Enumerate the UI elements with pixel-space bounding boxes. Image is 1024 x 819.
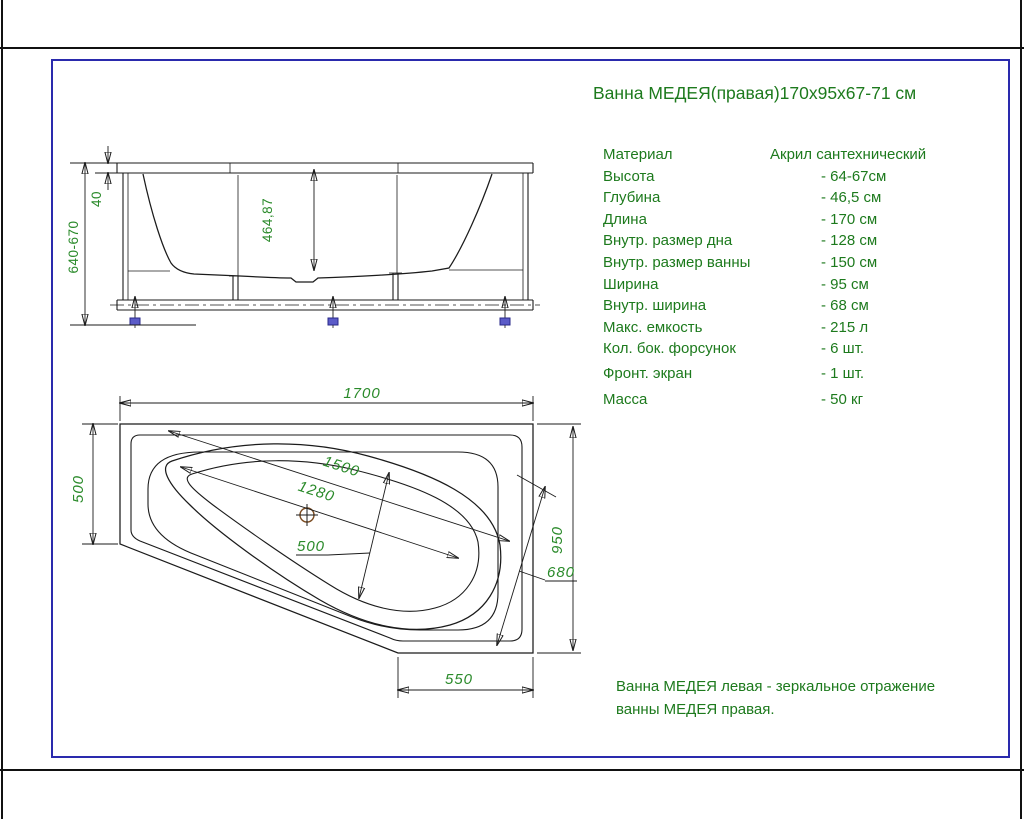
dim-right-inner-width-label: 680 — [546, 564, 576, 581]
dim-depth-label: 464,87 — [260, 197, 275, 243]
mirror-note-line1: Ванна МЕДЕЯ левая - зеркальное отражение — [616, 678, 936, 695]
spec-label: Внутр. размер ванны — [603, 253, 751, 271]
dim-bottom-550 — [398, 657, 533, 698]
spec-label: Фронт. экран — [603, 364, 693, 382]
dim-bottom-length-label: 1280 — [295, 477, 337, 506]
foot-left — [130, 297, 140, 328]
dim-depth — [260, 170, 314, 270]
foot-right — [500, 297, 510, 328]
dim-bottom-width-label: 550 — [444, 671, 474, 688]
plan-view — [70, 385, 581, 698]
dim-left-500 — [70, 424, 118, 544]
dim-right-950 — [537, 424, 581, 653]
spec-value: - 1 шт. — [821, 364, 865, 382]
dim-inner-length-label: 1500 — [320, 452, 362, 481]
front-view — [66, 146, 540, 328]
foot-pad — [500, 318, 510, 325]
spec-label: Высота — [603, 167, 655, 185]
foot-pad — [130, 318, 140, 325]
foot-pad — [328, 318, 338, 325]
spec-label: Длина — [603, 210, 647, 228]
drain — [296, 504, 318, 526]
spec-value: - 95 см — [821, 275, 869, 293]
spec-value: - 170 см — [821, 210, 878, 228]
spec-label: Глубина — [603, 189, 661, 207]
spec-label: Ширина — [603, 275, 659, 293]
spec-value: - 64-67см — [821, 167, 887, 185]
dim-mid-width-label: 500 — [296, 538, 326, 555]
spec-value: - 46,5 см — [821, 189, 882, 207]
dim-rim-height — [89, 146, 117, 207]
spec-value: Акрил сантехнический — [770, 146, 927, 163]
dim-inner-1500 — [169, 431, 509, 541]
dim-left-height-label: 500 — [70, 474, 87, 504]
spec-label: Кол. бок. форсунок — [603, 340, 736, 358]
spec-label: Макс. емкость — [603, 318, 703, 336]
mirror-note-line2: ванны МЕДЕЯ правая. — [616, 701, 775, 718]
dim-right-height-label: 950 — [549, 525, 566, 555]
basin-profile — [143, 174, 492, 282]
spec-label: Материал — [603, 146, 673, 163]
dim-overall-height-label: 640-670 — [66, 220, 81, 274]
spec-label: Внутр. размер дна — [603, 232, 733, 250]
dim-rim-height-label: 40 — [89, 190, 104, 208]
spec-value: - 6 шт. — [821, 340, 865, 358]
spec-value: - 50 кг — [821, 390, 864, 408]
spec-label: Внутр. ширина — [603, 297, 707, 315]
spec-value: - 128 см — [821, 232, 878, 250]
page-title: Ванна МЕДЕЯ(правая)170х95х67-71 см — [593, 83, 917, 103]
foot-middle — [328, 297, 338, 328]
spec-value: - 215 л — [821, 318, 869, 336]
spec-value: - 68 см — [821, 297, 869, 315]
dim-right-inner-680 — [497, 475, 577, 645]
dim-length-label: 1700 — [343, 385, 381, 402]
dim-overall-height — [66, 163, 196, 325]
spec-label: Масса — [603, 390, 648, 408]
dim-length-1700 — [120, 385, 533, 421]
spec-value: - 150 см — [821, 253, 878, 271]
